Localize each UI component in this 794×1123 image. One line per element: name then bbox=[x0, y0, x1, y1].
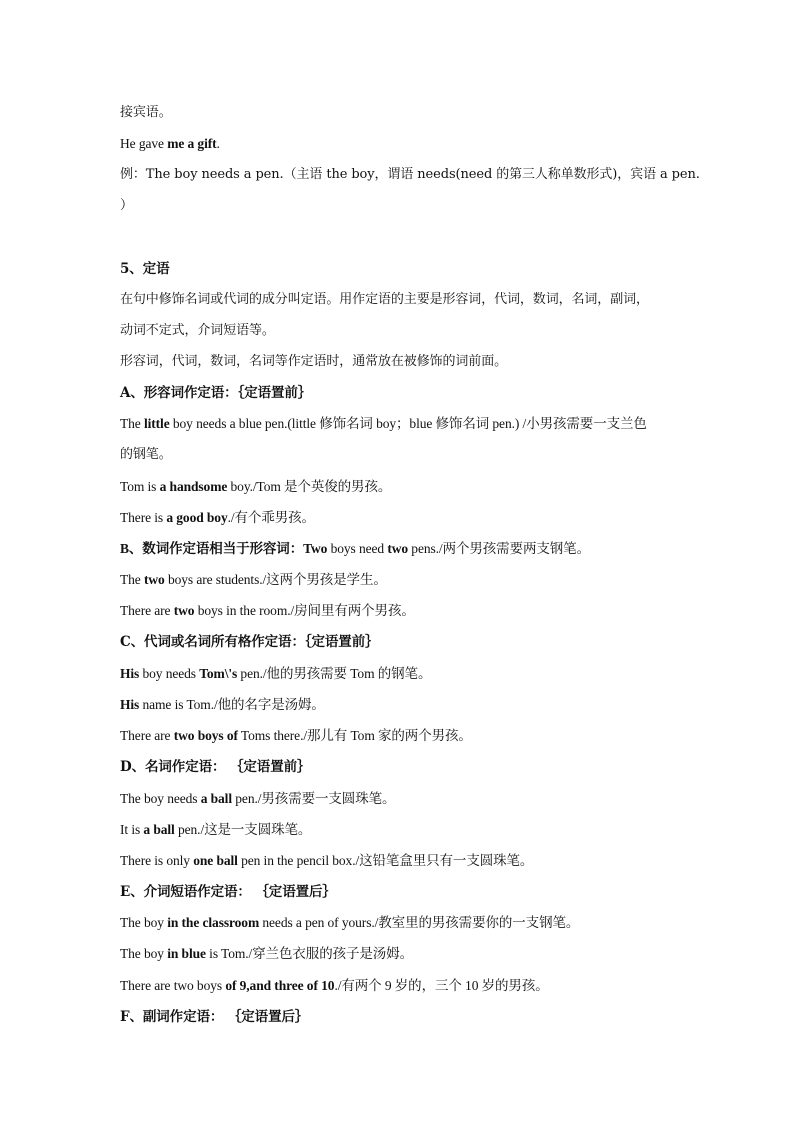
text-run: There are bbox=[120, 603, 174, 618]
text-run: There are two boys bbox=[120, 978, 226, 993]
text-run: The boy bbox=[120, 915, 168, 930]
example-explanation bbox=[120, 166, 700, 184]
text-run: boy needs a blue pen.(little 修饰名词 boy；blue 修饰名词 pen.) /小男孩需要一支兰色 bbox=[169, 416, 647, 431]
text-run: pen./他的男孩需要 Tom 的钢笔。 bbox=[237, 666, 432, 681]
text-run: It is bbox=[120, 822, 144, 837]
section-heading bbox=[120, 260, 690, 278]
placement-note bbox=[120, 353, 690, 371]
example-sentence bbox=[120, 727, 690, 745]
bold-phrase: His bbox=[120, 666, 140, 681]
example-sentence bbox=[120, 135, 690, 153]
text-run: The bbox=[120, 416, 144, 431]
subheading-e bbox=[120, 883, 690, 901]
text-run: 的钢笔。 bbox=[120, 447, 172, 462]
example-sentence bbox=[120, 509, 690, 527]
subheading-text: D、名词作定语： ｛定语置前｝ bbox=[120, 759, 311, 775]
subheading-text: B、数词作定语相当于形容词： bbox=[120, 541, 304, 556]
text-run: boy needs bbox=[139, 666, 200, 681]
bold-phrase: of 9,and three of 10 bbox=[225, 978, 335, 993]
example-sentence bbox=[120, 977, 690, 995]
subheading-c bbox=[120, 633, 690, 651]
bold-phrase: in blue bbox=[167, 946, 206, 961]
bold-phrase: in the classroom bbox=[167, 915, 260, 930]
text-run: boys need bbox=[327, 541, 388, 556]
definition-paragraph-cont bbox=[120, 322, 690, 340]
subheading-d bbox=[120, 758, 690, 776]
bold-phrase: two boys of bbox=[173, 728, 238, 743]
text-run: boys are students./这两个男孩是学生。 bbox=[164, 572, 387, 587]
text-run: Toms there./那儿有 Tom 家的两个男孩。 bbox=[237, 728, 472, 743]
example-sentence bbox=[120, 914, 690, 932]
text-run: The bbox=[120, 572, 144, 587]
text-run: name is Tom./他的名字是汤姆。 bbox=[139, 697, 325, 712]
bold-phrase: me a gift bbox=[167, 136, 217, 151]
example-sentence bbox=[120, 665, 690, 683]
bold-phrase: two bbox=[387, 541, 409, 556]
example-sentence bbox=[120, 696, 690, 714]
text-run: pen in the pencil box./这铅笔盒里只有一支圆珠笔。 bbox=[237, 853, 534, 868]
example-sentence bbox=[120, 945, 690, 963]
text-run: needs a pen of yours./教室里的男孩需要你的一支钢笔。 bbox=[259, 915, 580, 930]
example-sentence bbox=[120, 821, 690, 839]
bold-phrase: two bbox=[143, 572, 165, 587]
subheading-a bbox=[120, 384, 690, 402]
subheading-f bbox=[120, 1008, 690, 1026]
subheading-text: A、形容词作定语：｛定语置前｝ bbox=[120, 385, 312, 401]
text-run: Tom is bbox=[120, 479, 160, 494]
text-run: ./有两个 9 岁的，三个 10 岁的男孩。 bbox=[334, 978, 549, 993]
text-run: pen./男孩需要一支圆珠笔。 bbox=[232, 791, 396, 806]
text-run: pens./两个男孩需要两支钢笔。 bbox=[408, 541, 590, 556]
text-run: ） bbox=[120, 198, 133, 213]
subheading-text: C、代词或名词所有格作定语：｛定语置前｝ bbox=[120, 634, 379, 650]
example-sentence bbox=[120, 602, 690, 620]
text-run: 形容词，代词，数词，名词等作定语时，通常放在被修饰的词前面。 bbox=[120, 354, 508, 369]
example-explanation-end bbox=[120, 197, 690, 215]
text-run: boys in the room./房间里有两个男孩。 bbox=[194, 603, 415, 618]
text-run: 例：The boy needs a pen.（主语 the boy，谓语 needs(need 的第三人称单数形式)，宾语 a pen. bbox=[120, 167, 700, 182]
bold-phrase: Tom\'s bbox=[199, 666, 238, 681]
text-run: The boy needs bbox=[120, 791, 201, 806]
text-run: 在句中修饰名词或代词的成分叫定语。用作定语的主要是形容词，代词，数词，名词，副词， bbox=[120, 292, 649, 307]
bold-phrase: His bbox=[120, 697, 140, 712]
text-run: He gave bbox=[120, 136, 168, 151]
text-run: 接宾语。 bbox=[120, 105, 172, 120]
bold-phrase: one ball bbox=[193, 853, 238, 868]
text-run: There is only bbox=[120, 853, 194, 868]
bold-phrase: two bbox=[173, 603, 195, 618]
text-run: The boy bbox=[120, 946, 168, 961]
heading-text: 5、定语 bbox=[120, 261, 170, 277]
text-run: pen./这是一支圆珠笔。 bbox=[174, 822, 312, 837]
text-run: There are bbox=[120, 728, 174, 743]
text-run: There is bbox=[120, 510, 167, 525]
bold-phrase: a ball bbox=[200, 791, 232, 806]
definition-paragraph bbox=[120, 291, 690, 309]
example-sentence bbox=[120, 790, 690, 808]
subheading-b bbox=[120, 540, 690, 558]
text-run: boy./Tom 是个英俊的男孩。 bbox=[227, 479, 392, 494]
bold-phrase: Two bbox=[303, 541, 328, 556]
subheading-text: F、副词作定语： ｛定语置后｝ bbox=[120, 1009, 309, 1025]
subheading-text: E、介词短语作定语： ｛定语置后｝ bbox=[120, 884, 336, 900]
example-sentence bbox=[120, 415, 690, 433]
bold-phrase: little bbox=[143, 416, 170, 431]
text-run: 动词不定式，介词短语等。 bbox=[120, 323, 275, 338]
example-sentence bbox=[120, 852, 690, 870]
bold-phrase: a ball bbox=[143, 822, 175, 837]
text-line-continuation bbox=[120, 104, 690, 122]
text-run: . bbox=[216, 136, 220, 151]
bold-phrase: a good boy bbox=[166, 510, 228, 525]
bold-phrase: a handsome bbox=[159, 479, 228, 494]
text-run: ./有个乖男孩。 bbox=[227, 510, 315, 525]
text-run: is Tom./穿兰色衣服的孩子是汤姆。 bbox=[205, 946, 413, 961]
example-sentence-cont bbox=[120, 446, 690, 464]
example-sentence bbox=[120, 478, 690, 496]
example-sentence bbox=[120, 571, 690, 589]
